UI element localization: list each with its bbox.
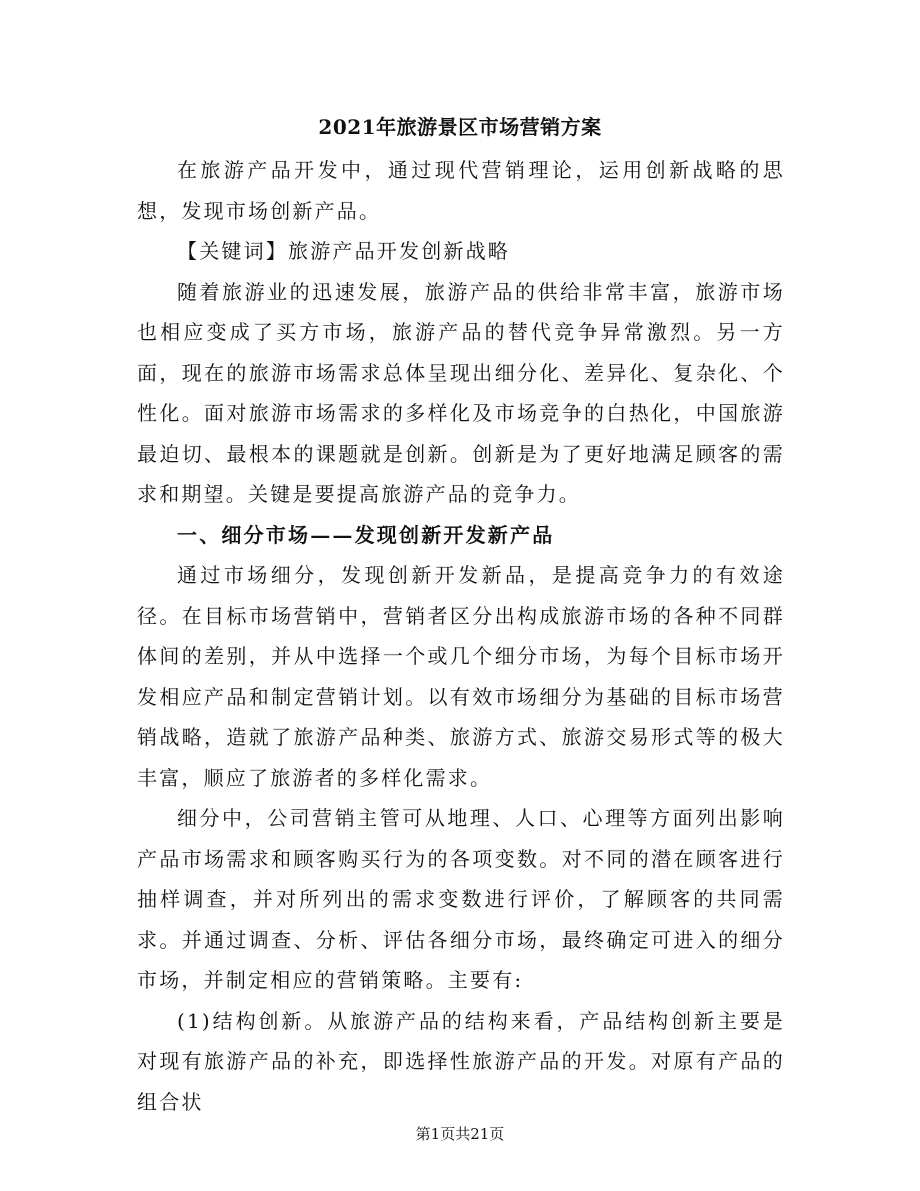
paragraph-keywords: 【关键词】旅游产品开发创新战略	[177, 239, 510, 263]
paragraph-intro: 在旅游产品开发中，通过现代营销理论，运用创新战略的思想，发现市场创新产品。	[137, 158, 785, 223]
paragraph-segmentation-method: 细分中，公司营销主管可从地理、人口、心理等方面列出影响产品市场需求和顾客购买行为的各项变数。对不同的潜在顾客进行抽样调查，并对所列出的需求变数进行评价，了解顾客的共同需求。并通过调查、分析、评估各细分市场，最终确定可进入的细分市场，并制定相应的营销策略。主要有:	[137, 806, 785, 992]
section-heading-1: 一、细分市场——发现创新开发新产品	[177, 522, 555, 547]
document-body	[137, 150, 785, 1122]
paragraph-segmentation: 通过市场细分，发现创新开发新品，是提高竞争力的有效途径。在目标市场营销中，营销者区分出构成旅游市场的各种不同群体间的差别，并从中选择一个或几个细分市场，为每个目标市场开发相应产品和制定营销计划。以有效市场细分为基础的目标市场营销战略，造就了旅游产品种类、旅游方式、旅游交易形式等的极大丰富，顺应了旅游者的多样化需求。	[137, 563, 785, 790]
paragraph-structure-innovation: (1)结构创新。从旅游产品的结构来看，产品结构创新主要是对现有旅游产品的补充，即选择性旅游产品的开发。对原有产品的组合状	[137, 1008, 785, 1114]
page-number: 第1页共21页	[415, 1125, 505, 1143]
document-title: 2021年旅游景区市场营销方案	[318, 115, 602, 139]
paragraph-background: 随着旅游业的迅速发展，旅游产品的供给非常丰富，旅游市场也相应变成了买方市场，旅游产品的替代竞争异常激烈。另一方面，现在的旅游市场需求总体呈现出细分化、差异化、复杂化、个性化。面对旅游市场需求的多样化及市场竞争的白热化，中国旅游最迫切、最根本的课题就是创新。创新是为了更好地满足顾客的需求和期望。关键是要提高旅游产品的竞争力。	[137, 279, 785, 506]
